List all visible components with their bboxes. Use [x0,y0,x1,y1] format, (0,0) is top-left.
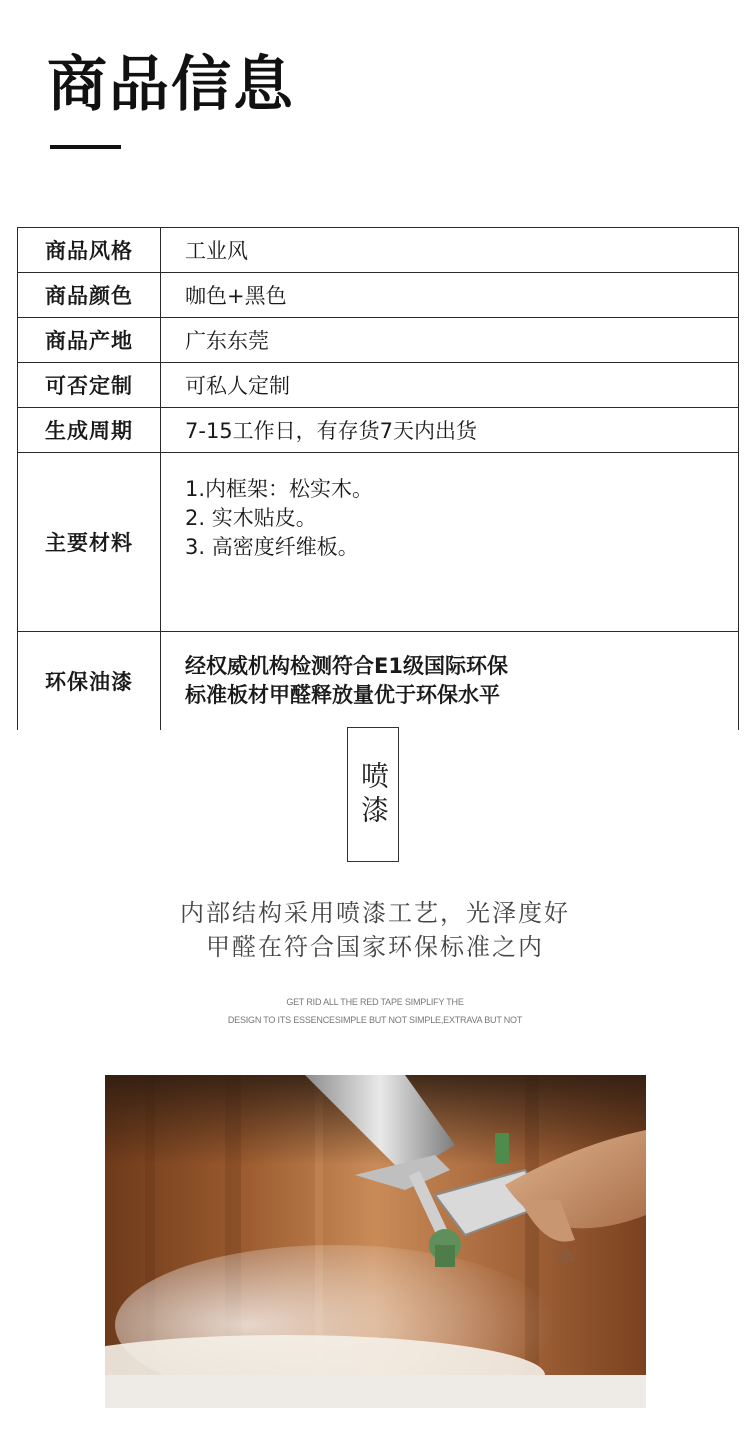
spec-label: 商品风格 [18,228,161,273]
section-label-box [347,727,399,862]
section-description-line: 内部结构采用喷漆工艺，光泽度好 [180,899,570,927]
spec-label: 生成周期 [18,408,161,453]
spec-value: 咖色+黑色 [161,273,739,318]
spec-label: 商品产地 [18,318,161,363]
table-row [18,632,739,731]
spec-label: 环保油漆 [18,632,161,731]
material-line: 1.内框架：松实木。 [185,477,374,501]
spec-value-paint [161,632,739,731]
spray-gun-illustration [105,1075,646,1408]
table-row [18,408,739,453]
spec-value: 7-15工作日，有存货7天内出货 [161,408,739,453]
paint-line: 标准板材甲醛释放量优于环保水平 [185,683,500,707]
material-line: 3. 高密度纤维板。 [185,535,359,559]
spec-value: 可私人定制 [161,363,739,408]
title-underline [50,145,121,149]
table-row [18,318,739,363]
spec-table [17,227,739,730]
spray-painting-photo [105,1075,646,1408]
spec-value: 工业风 [161,228,739,273]
page-title: 商品信息 [47,50,295,120]
spec-value: 广东东莞 [161,318,739,363]
english-tagline-line: DESIGN TO ITS ESSENCESIMPLE BUT NOT SIMPLE,EXTRAVA BUT NOT [227,1015,523,1025]
section-description-line: 甲醛在符合国家环保标准之内 [206,933,544,961]
spec-value-materials [161,453,739,632]
paint-line: 经权威机构检测符合E1级国际环保 [185,654,508,678]
table-row [18,228,739,273]
spec-label: 主要材料 [18,453,161,632]
spec-label: 商品颜色 [18,273,161,318]
table-row [18,453,739,632]
material-line: 2. 实木贴皮。 [185,506,317,530]
english-tagline-line: GET RID ALL THE RED TAPE SIMPLIFY THE [286,997,464,1007]
section-label: 喷漆 [357,760,390,829]
table-row [18,273,739,318]
table-row [18,363,739,408]
spec-label: 可否定制 [18,363,161,408]
